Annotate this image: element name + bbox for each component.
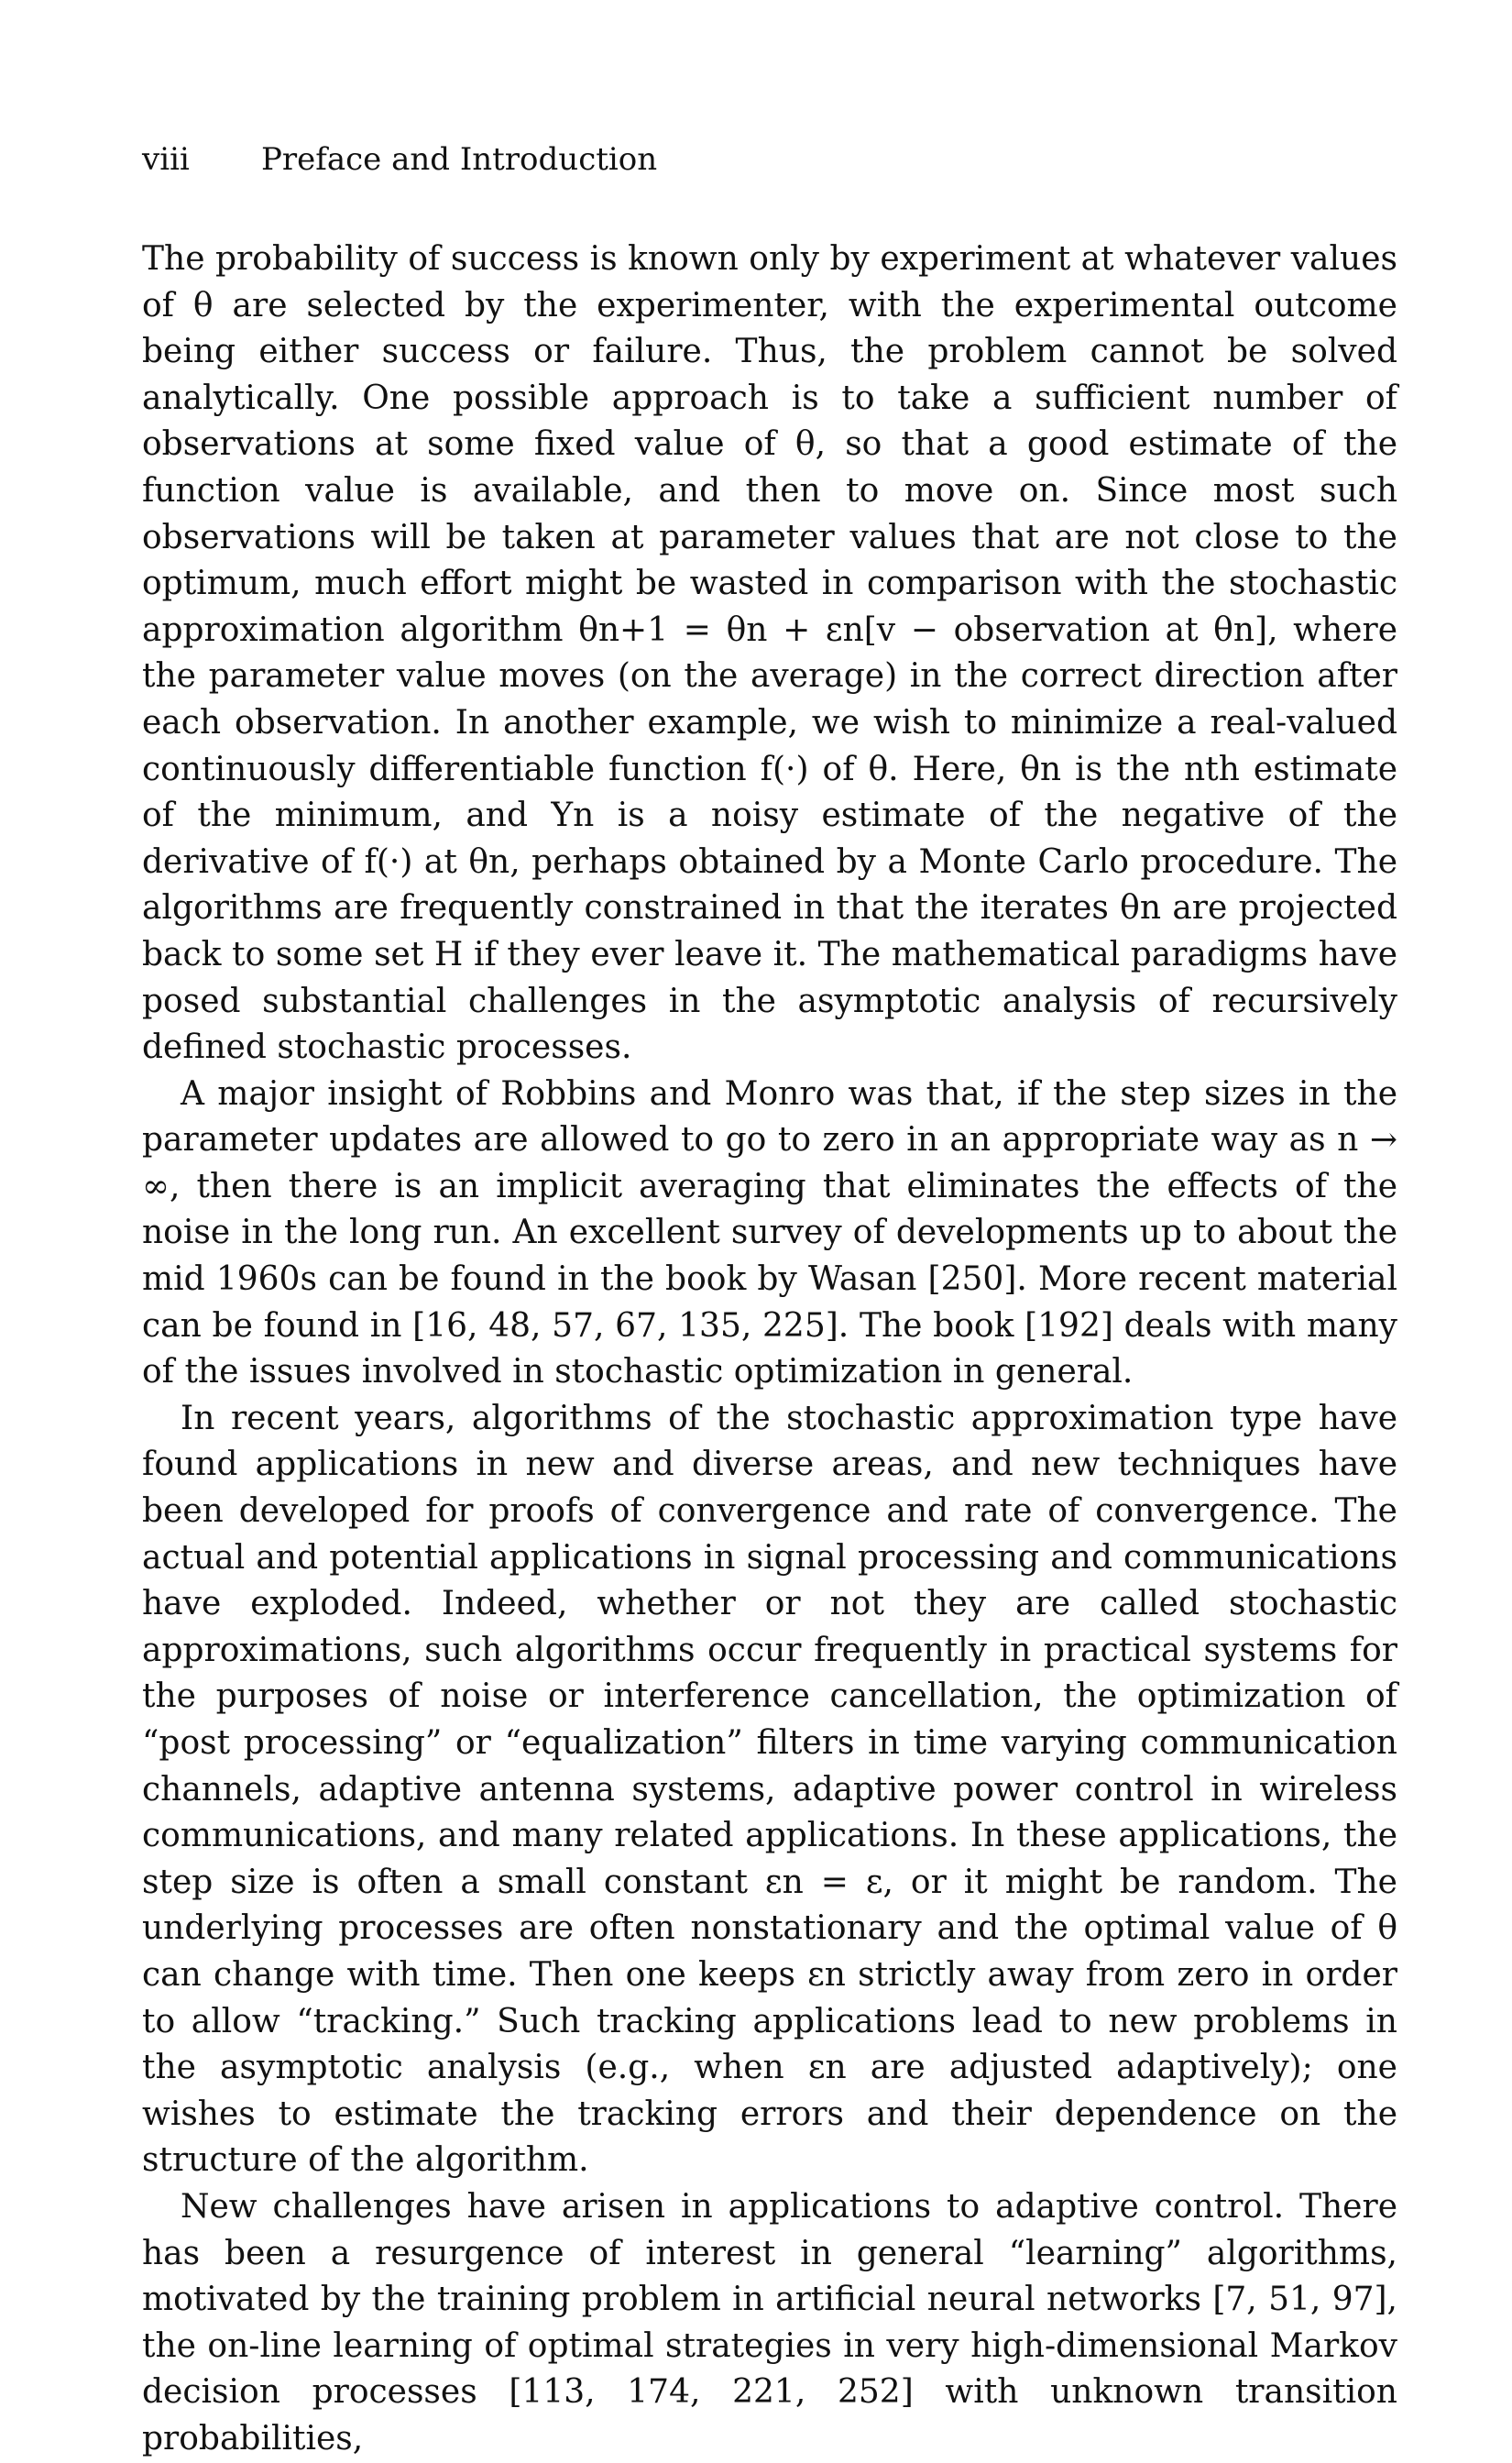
page-number: viii (142, 141, 190, 178)
running-head (142, 137, 1397, 181)
paragraph-3: In recent years, algorithms of the stochastic approximation type have found applications in new and diverse areas, and new techniques have been developed for proofs of convergence and rate of convergence. The actual and potential applications in signal processing and communications have exploded. Indeed, whether or not they are called stochastic approximations, such algorithms occur frequently in practical systems for the purposes of noise or interference cancellation, the optimization of “post processing” or “equalization” filters in time varying communication channels, adaptive antenna systems, adaptive power control in wireless communications, and many related applications. In these applications, the step size is often a small constant εn = ε, or it might be random. The underlying processes are often nonstationary and the optimal value of θ can change with time. Then one keeps εn strictly away from zero in order to allow “tracking.” Such tracking applications lead to new problems in the asymptotic analysis (e.g., when εn are adjusted adaptively); one wishes to estimate the tracking errors and their dependence on the structure of the algorithm. (142, 1399, 1397, 2180)
paragraph-1: The probability of success is known only by experiment at whatever values of θ are selected by the experimenter, with the experimental outcome being either success or failure. Thus, the problem cannot be solved analytically. One possible approach is to take a sufficient number of observations at some fixed value of θ, so that a good estimate of the function value is available, and then to move on. Since most such observations will be taken at parameter values that are not close to the optimum, much effort might be wasted in comparison with the stochastic approximation algorithm θn+1 = θn + εn[v − observation at θn], where the parameter value moves (on the average) in the correct direction after each observation. In another example, we wish to minimize a real-valued continuously differentiable function f(·) of θ. Here, θn is the nth estimate of the minimum, and Yn is a noisy estimate of the negative of the derivative of f(·) at θn, perhaps obtained by a Monte Carlo procedure. The algorithms are frequently constrained in that the iterates θn are projected back to some set H if they ever leave it. The mathematical paradigms have posed substantial challenges in the asymptotic analysis of recursively defined stochastic processes. (142, 240, 1397, 1067)
body-text (142, 236, 1397, 2463)
paragraph-4: New challenges have arisen in applications to adaptive control. There has been a resurgence of interest in general “learning” algorithms, motivated by the training problem in artificial neural networks [7, 51, 97], the on-line learning of optimal strategies in very high-dimensional Markov decision processes [113, 174, 221, 252] with unknown transition probabilities, (142, 2187, 1397, 2458)
book-page (142, 137, 1397, 2463)
running-title: Preface and Introduction (261, 141, 658, 178)
paragraph-2: A major insight of Robbins and Monro was that, if the step sizes in the parameter updates are allowed to go to zero in an appropriate way as n → ∞, then there is an implicit averaging that eliminates the effects of the noise in the long run. An excellent survey of developments up to about the mid 1960s can be found in the book by Wasan [250]. More recent material can be found in [16, 48, 57, 67, 135, 225]. The book [192] deals with many of the issues involved in stochastic optimization in general. (142, 1074, 1397, 1391)
